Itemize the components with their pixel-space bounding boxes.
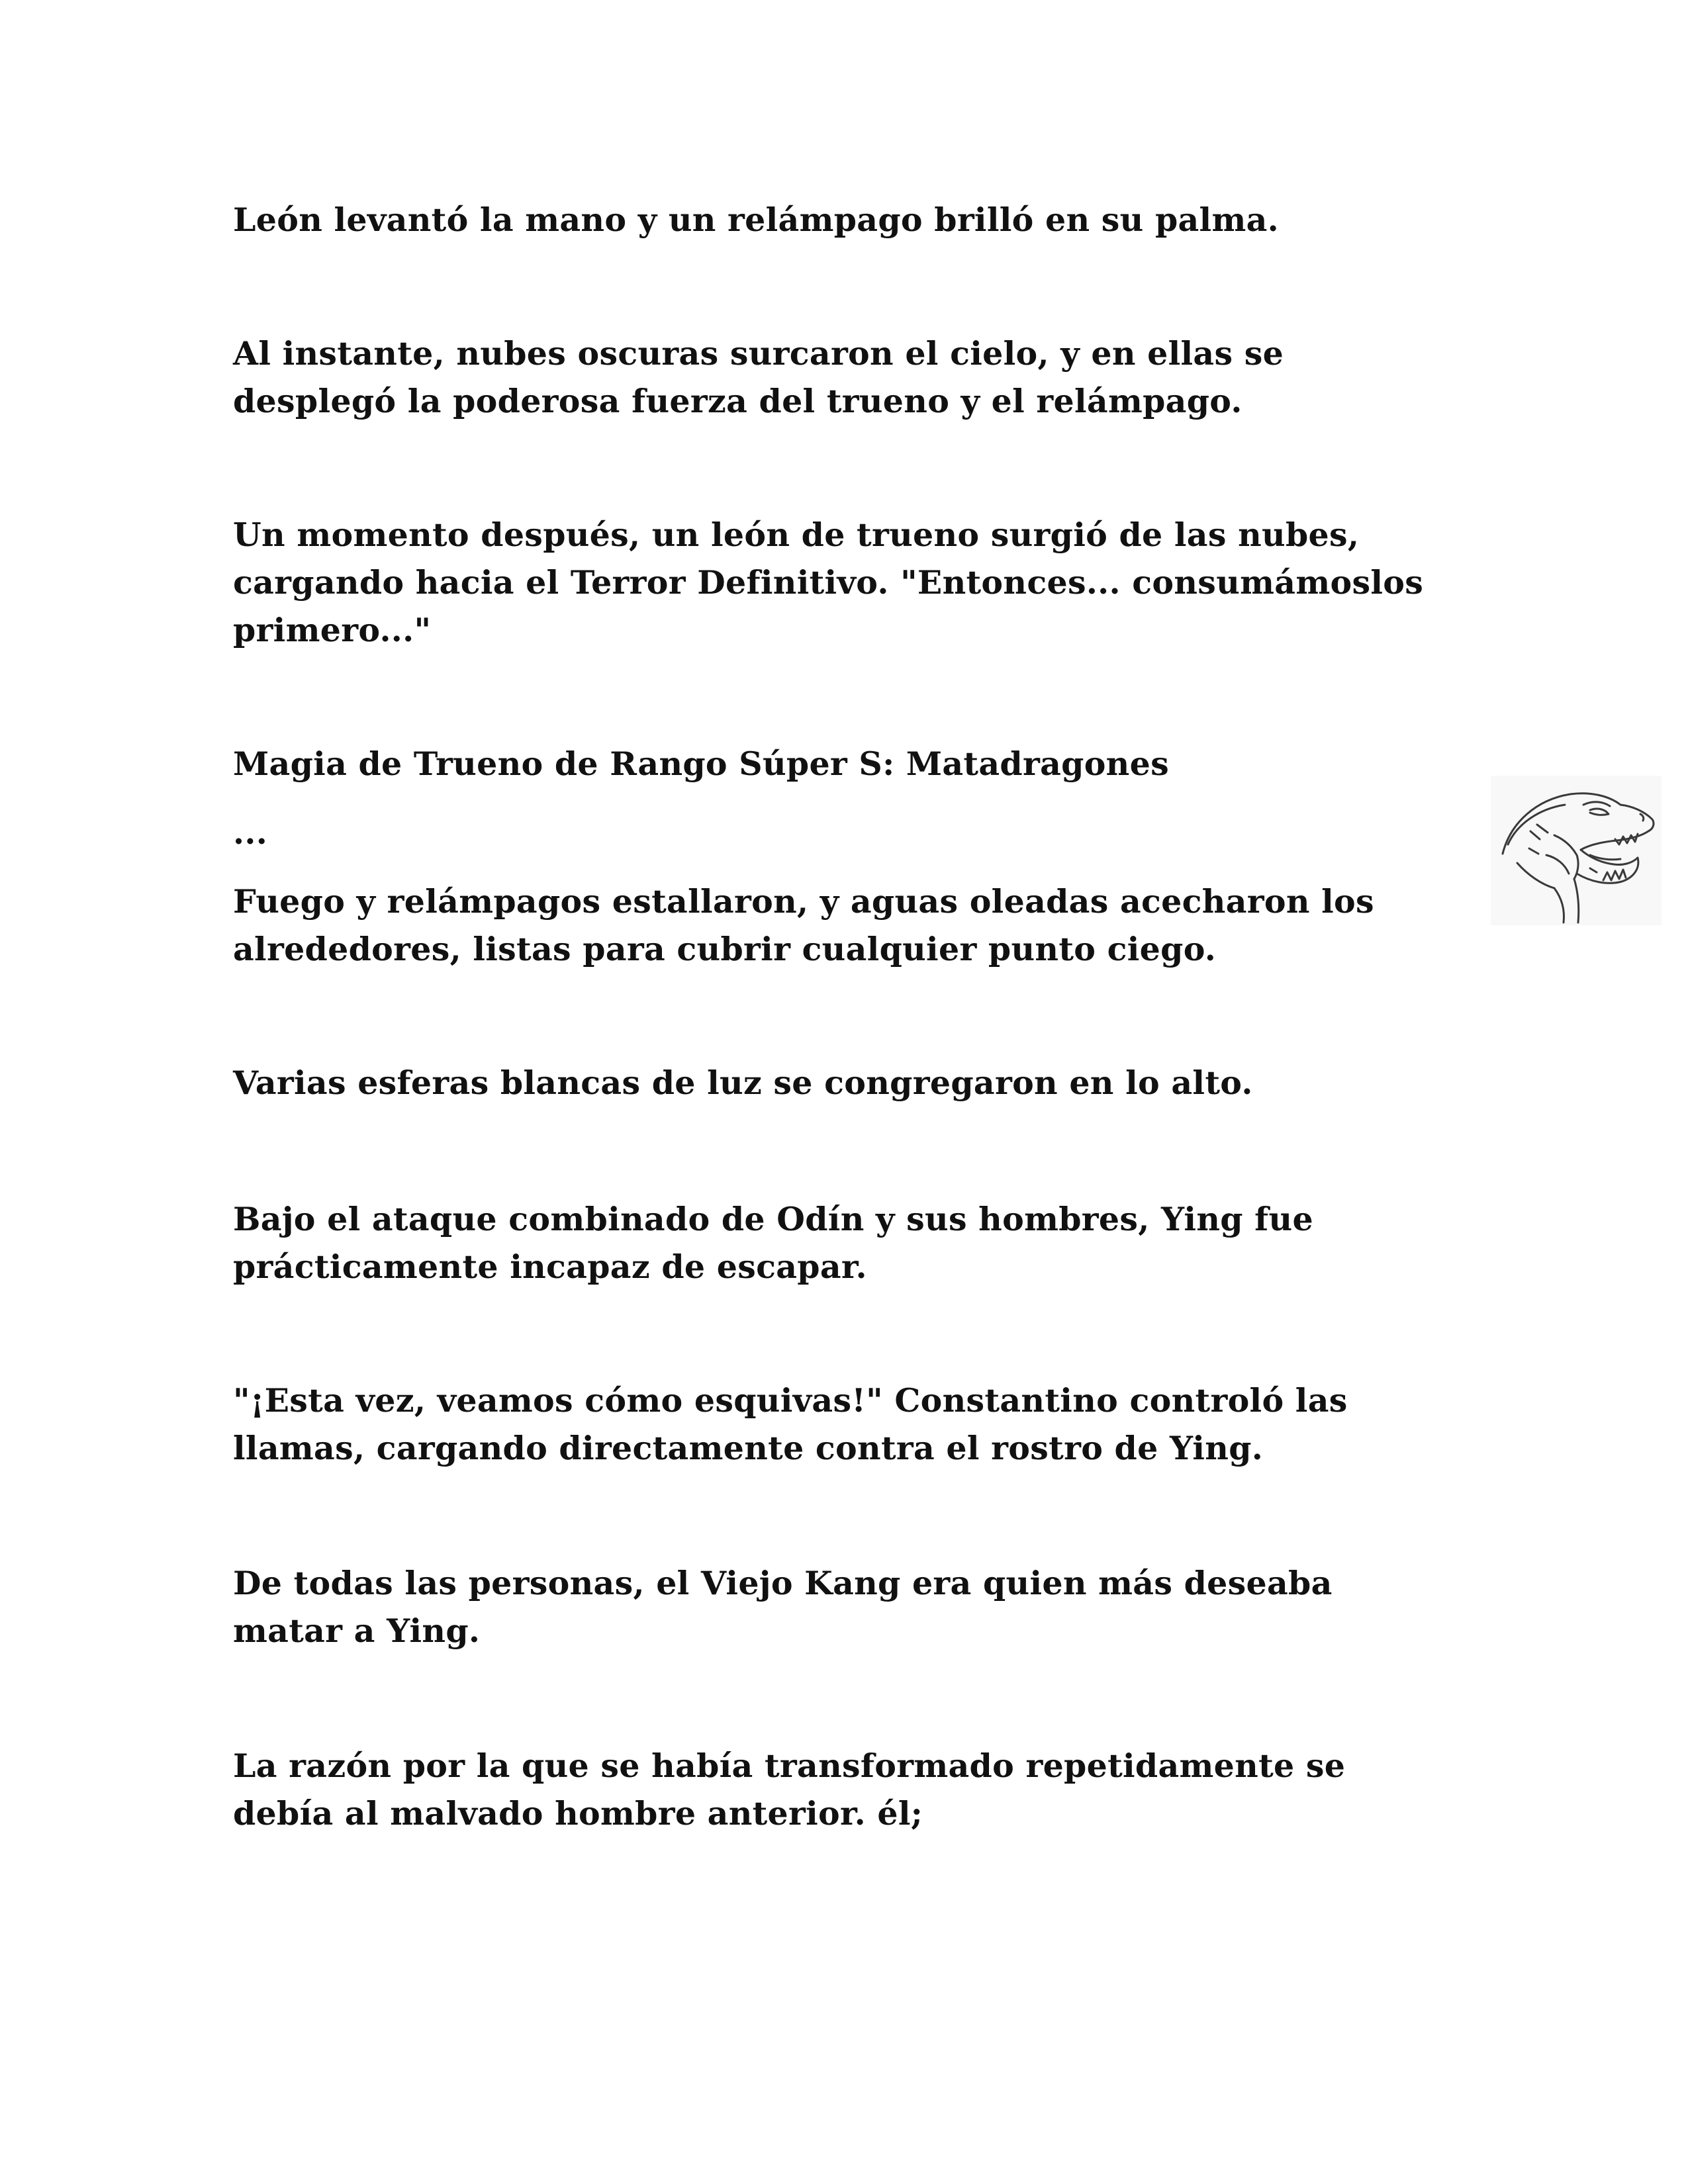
paragraph-11: La razón por la que se había transformado repetidamente se debía al malvado hombre anterior. él; [233,1747,1346,1833]
paragraph-8: Bajo el ataque combinado de Odín y sus hombres, Ying fue prácticamente incapaz de escapar. [233,1200,1313,1286]
paragraph-9: "¡Esta vez, veamos cómo esquivas!" Constantino controló las llamas, cargando directamente contra el rostro de Ying. [233,1381,1348,1467]
paragraph-5-ellipsis: ... [233,813,268,852]
paragraph-6: Fuego y relámpagos estallaron, y aguas oleadas acecharon los alrededores, listas para cubrir cualquier punto ciego. [233,882,1374,968]
paragraph-10: De todas las personas, el Viejo Kang era quien más deseaba matar a Ying. [233,1564,1333,1650]
paragraph-1: León levantó la mano y un relámpago brilló en su palma. [233,201,1280,239]
paragraph-4-spell-heading: Magia de Trueno de Rango Súper S: Matadragones [233,745,1169,783]
dinosaur-head-sketch-icon [1491,776,1662,925]
paragraph-2: Al instante, nubes oscuras surcaron el cielo, y en ellas se desplegó la poderosa fuerza del trueno y el relámpago. [233,334,1284,420]
paragraph-7: Varias esferas blancas de luz se congregaron en lo alto. [233,1064,1253,1102]
paragraph-3: Un momento después, un león de trueno surgió de las nubes, cargando hacia el Terror Definitivo. "Entonces... consumámoslos primero..." [233,516,1424,649]
